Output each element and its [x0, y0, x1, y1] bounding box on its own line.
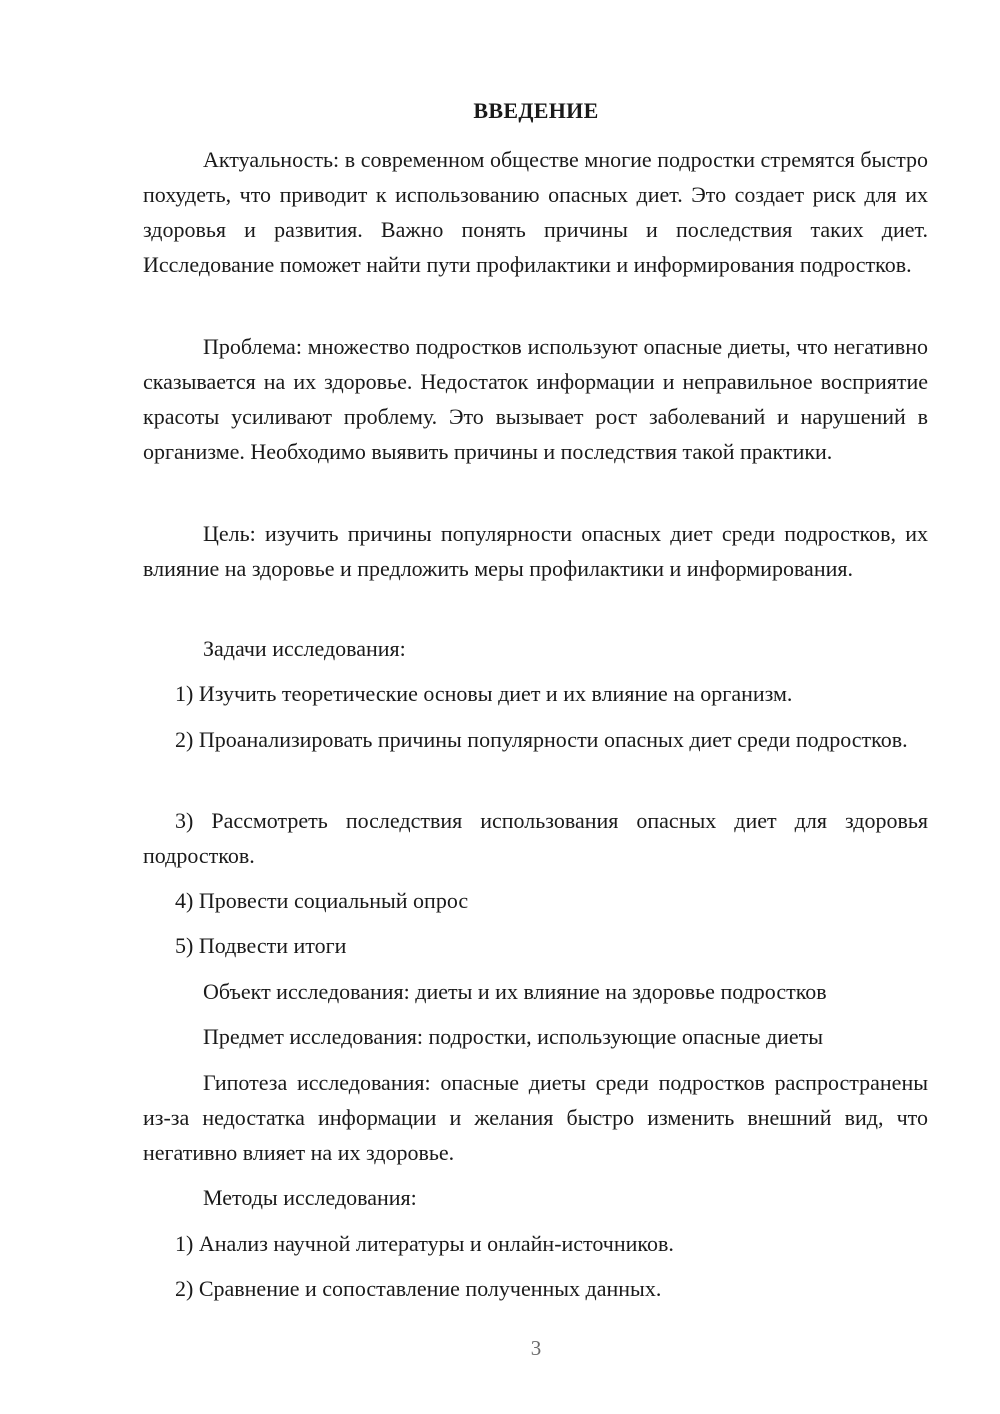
task-item: 4) Провести социальный опрос — [175, 888, 469, 913]
method-item: 2) Сравнение и сопоставление полученных данных. — [175, 1276, 662, 1301]
task-item: 2) Проанализировать причины популярности опасных диет среди подростков. — [175, 727, 908, 752]
tasks-heading: Задачи исследования: — [203, 636, 406, 661]
paragraph-problem: Проблема: множество подростков используют опасные диеты, что негативно сказывается на их здоровье. Недостаток информации и неправильное восприятие красоты усиливают проблему. Это вызывает рост заболеваний и нарушений в организме. Необходимо выявить причины и последствия такой практики. — [143, 334, 928, 464]
paragraph-relevance: Актуальность: в современном обществе многие подростки стремятся быстро похудеть, что приводит к использованию опасных диет. Это создает риск для их здоровья и развития. Важно понять причины и последствия таких диет. Исследование поможет найти пути профилактики и информирования подростков. — [143, 147, 928, 277]
task-item: 3) Рассмотреть последствия использования опасных диет для здоровья подростков. — [143, 808, 928, 868]
paragraph-goal: Цель: изучить причины популярности опасных диет среди подростков, их влияние на здоровье и предложить меры профилактики и информирования. — [143, 521, 928, 581]
paragraph-object: Объект исследования: диеты и их влияние на здоровье подростков — [203, 979, 827, 1004]
methods-heading: Методы исследования: — [203, 1185, 417, 1210]
paragraph-hypothesis: Гипотеза исследования: опасные диеты среди подростков распространены из-за недостатка информации и желания быстро изменить внешний вид, что негативно влияет на их здоровье. — [143, 1070, 928, 1165]
task-item: 1) Изучить теоретические основы диет и их влияние на организм. — [175, 681, 793, 706]
method-item: 1) Анализ научной литературы и онлайн-источников. — [175, 1231, 674, 1256]
page-number: 3 — [530, 1336, 542, 1360]
page-title: ВВЕДЕНИЕ — [473, 98, 599, 123]
paragraph-subject: Предмет исследования: подростки, использующие опасные диеты — [203, 1024, 824, 1049]
task-item: 5) Подвести итоги — [175, 933, 347, 958]
